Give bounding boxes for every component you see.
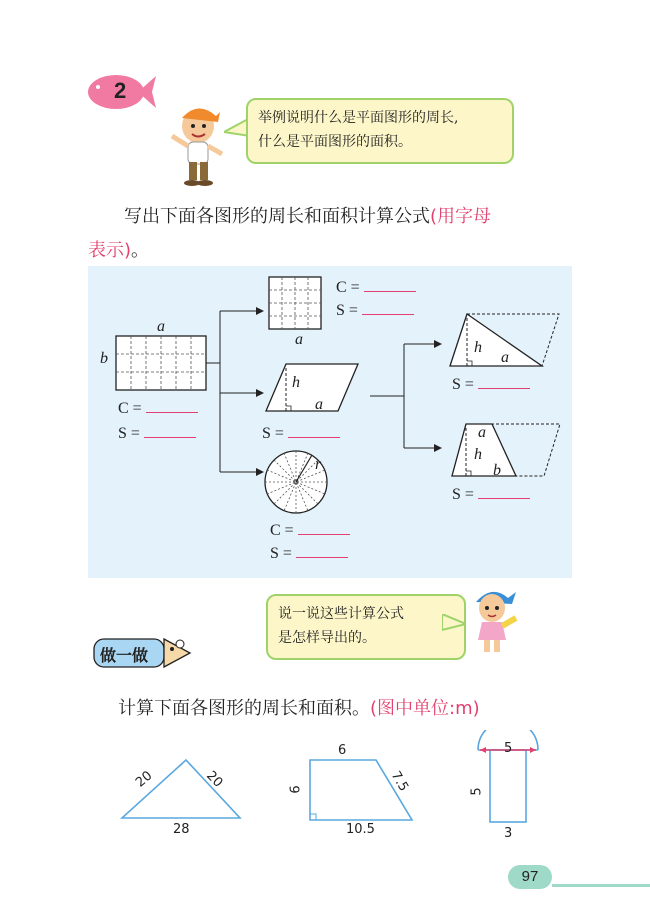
answer-blank[interactable] <box>362 302 414 315</box>
page-number: 97 <box>508 865 552 889</box>
triangle-side-left-label: 20 <box>133 768 156 791</box>
circle-perimeter-formula: C = <box>270 522 350 540</box>
answer-blank[interactable] <box>296 545 348 558</box>
trapezoid-label-a: a <box>478 424 486 441</box>
section-badge-fish <box>86 70 156 112</box>
zuo-yi-zuo-label <box>92 635 192 671</box>
rectangle-figure <box>116 336 206 390</box>
composite-width-label: 3 <box>504 826 513 841</box>
triangle-label-a: a <box>501 349 509 366</box>
parallelogram-figure <box>266 364 358 411</box>
task1-hint-part1: (用字母 <box>430 206 492 227</box>
bubble2-line1: 说一说这些计算公式 <box>278 606 404 622</box>
rect-area-formula: S = <box>118 425 196 443</box>
circle-label-r: r <box>315 456 322 473</box>
trapezoid-bottom-label: 10.5 <box>346 822 375 837</box>
section-number: 2 <box>114 78 127 103</box>
answer-blank[interactable] <box>144 425 196 438</box>
task1-text: 写出下面各图形的周长和面积计算公式 <box>124 206 430 227</box>
task1-instruction <box>88 200 568 268</box>
answer-blank[interactable] <box>364 279 416 292</box>
speech-bubble-2 <box>266 594 466 660</box>
girl-character-illustration <box>462 584 522 656</box>
trapezoid-height-label: 6 <box>288 785 304 794</box>
arrows-right <box>370 344 438 448</box>
speech-bubble-1 <box>246 98 514 164</box>
triangle-base-label: 28 <box>173 822 190 837</box>
bubble-pointer <box>224 118 240 138</box>
trapezoid-slant-label: 7.5 <box>387 768 412 795</box>
square-perimeter-formula: C = <box>336 279 416 297</box>
answer-blank[interactable] <box>288 425 340 438</box>
triangle-side-right-label: 20 <box>203 768 226 791</box>
rect-label-b: b <box>100 350 108 367</box>
trapezoid-area-formula: S = <box>452 486 530 504</box>
arrows-left <box>206 311 260 472</box>
trapezoid-label-h: h <box>474 446 482 463</box>
answer-blank[interactable] <box>146 400 198 413</box>
task2-instruction <box>118 692 578 726</box>
task1-end: 。 <box>131 240 150 261</box>
circle-area-formula: S = <box>270 545 348 563</box>
trapezoid-figure <box>452 424 560 476</box>
rect-perimeter-formula: C = <box>118 400 198 418</box>
square-figure <box>269 277 321 329</box>
bubble1-line2: 什么是平面图形的面积。 <box>258 134 412 150</box>
composite-diameter-label: 5 <box>504 741 513 756</box>
triangle-label-h: h <box>474 339 482 356</box>
bubble2-line2: 是怎样导出的。 <box>278 630 376 646</box>
trapezoid-label-b: b <box>493 462 501 479</box>
page-footer-line <box>552 884 650 887</box>
answer-blank[interactable] <box>298 522 350 535</box>
exercise-shapes <box>100 730 560 845</box>
parallelogram-label-a: a <box>315 396 323 413</box>
trapezoid-top-label: 6 <box>338 743 347 758</box>
answer-blank[interactable] <box>478 486 530 499</box>
bubble1-line1: 举例说明什么是平面图形的周长, <box>258 110 459 126</box>
boy-character-illustration <box>160 96 236 188</box>
composite-height-label: 5 <box>469 787 485 796</box>
rect-label-a: a <box>157 318 165 335</box>
task2-hint: (图中单位:m) <box>370 698 480 719</box>
parallelogram-area-formula: S = <box>262 425 340 443</box>
parallelogram-label-h: h <box>292 374 300 391</box>
square-area-formula: S = <box>336 302 414 320</box>
zuo-yi-zuo-text: 做一做 <box>100 646 149 665</box>
triangle-area-formula: S = <box>452 376 530 394</box>
square-label-a: a <box>295 331 303 348</box>
task2-text: 计算下面各图形的周长和面积。 <box>118 698 370 719</box>
answer-blank[interactable] <box>478 376 530 389</box>
exercise-triangle <box>122 760 240 818</box>
task1-hint-part2: 表示) <box>88 240 132 261</box>
